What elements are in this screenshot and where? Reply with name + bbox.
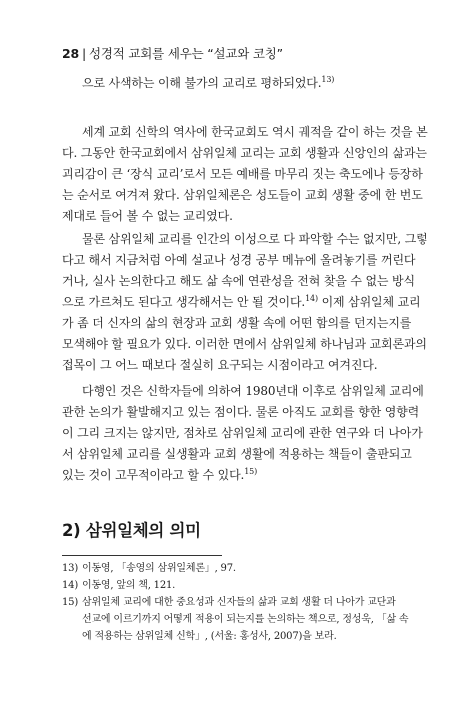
paragraph-2 <box>62 229 428 376</box>
footnote-ref-15: 15) <box>244 467 258 476</box>
paragraph-continuation <box>62 73 407 94</box>
paragraph-3 <box>62 381 424 486</box>
text-line: 접목이 그 어느 때보다 절실히 요구되는 시점이라고 여겨진다. <box>62 358 378 372</box>
book-title: 성경적 교회를 세우는 “설교와 코칭” <box>89 46 283 61</box>
paragraph-1 <box>62 122 428 227</box>
page-number: 28 <box>62 46 79 61</box>
text-line: 가 좀 더 신자의 삶의 현장과 교회 생활 속에 어떤 함의를 던지는지를 <box>62 316 412 330</box>
footnote-14 <box>62 577 412 594</box>
text-line: 서 삼위일체 교리를 실생활과 교회 생활에 적용하는 책들이 출판되고 <box>62 447 412 461</box>
running-header <box>62 44 283 62</box>
footnote-13 <box>62 560 412 577</box>
line-text: 으로 사색하는 이해 불가의 교리로 평하되었다. <box>82 76 322 90</box>
text-line: 다행인 것은 신학자들에 의하여 1980년대 이후로 삼위일체 교리에 <box>82 384 424 398</box>
text-line: 다고 해서 지금처럼 아예 설교나 성경 공부 메뉴에 올려놓기를 꺼린다 <box>62 253 416 267</box>
footnote-text: 삼위일체 교리에 대한 중요성과 신자들의 삶과 교회 생활 더 나아가 교단과 <box>82 597 396 608</box>
line-text: 있는 것이 고무적이라고 할 수 있다. <box>62 468 245 482</box>
line-text: 이제 삼위일체 교리 <box>317 295 421 309</box>
section-heading: 2) 삼위일체의 의미 <box>62 521 201 540</box>
footnote-15 <box>62 594 412 611</box>
text-line: 는 순서로 여겨져 왔다. 삼위일체론은 성도들이 교회 생활 중에 한 번도 <box>62 188 423 202</box>
text-line: 괴리감이 큰 ‘장식 교리’로서 모든 예배를 마무리 짓는 축도에나 등장하 <box>62 167 423 181</box>
footnote-text: 이동영, 앞의 책, 121. <box>82 580 176 591</box>
text-line: 다. 그동안 한국교회에서 삼위일체 교리는 교회 생활과 신앙인의 삶과는 <box>62 146 427 160</box>
text-line: 이 그리 크지는 않지만, 점차로 삼위일체 교리에 관한 연구와 더 나아가 <box>62 426 423 440</box>
footnote-divider <box>62 555 222 556</box>
line-text: 으로 가르쳐도 된다고 생각해서는 안 될 것이다. <box>62 295 306 309</box>
text-line <box>62 73 407 94</box>
footnote-number: 15) <box>62 597 79 608</box>
footnote-ref-13: 13) <box>321 75 335 84</box>
header-separator: | <box>82 46 87 61</box>
text-line <box>62 465 407 486</box>
footnote-15-continuation: 에 적용하는 삼위일체 신학」, (서울: 홍성사, 2007)을 보라. <box>82 631 337 642</box>
text-line: 물론 삼위일체 교리를 인간의 이성으로 다 파악할 수는 없지만, 그렇 <box>82 232 428 246</box>
text-line: 제대로 들어 볼 수 없는 교리였다. <box>62 209 233 223</box>
text-line: 세계 교회 신학의 역사에 한국교회도 역시 궤적을 같이 하는 것을 본 <box>82 125 428 139</box>
text-line: 관한 논의가 활발해지고 있는 점이다. 물론 아직도 교회를 향한 영향력 <box>62 405 420 419</box>
footnote-text: 이동영, 「송영의 삼위일체론」, 97. <box>82 563 236 574</box>
text-line <box>62 292 421 313</box>
footnote-ref-14: 14) <box>305 294 318 303</box>
footnote-15-continuation: 선교에 이르기까지 어떻게 적용이 되는지를 논의하는 책으로, 정성욱, 「삶 속 <box>82 614 409 625</box>
footnote-number: 13) <box>62 563 79 574</box>
footnotes <box>62 560 412 645</box>
text-line: 거나, 실사 논의한다고 해도 삶 속에 연관성을 전혀 찾을 수 없는 방식 <box>62 274 415 288</box>
footnote-number: 14) <box>62 580 79 591</box>
text-line: 모색해야 할 필요가 있다. 이러한 면에서 삼위일체 하나님과 교회론과의 <box>62 337 427 351</box>
